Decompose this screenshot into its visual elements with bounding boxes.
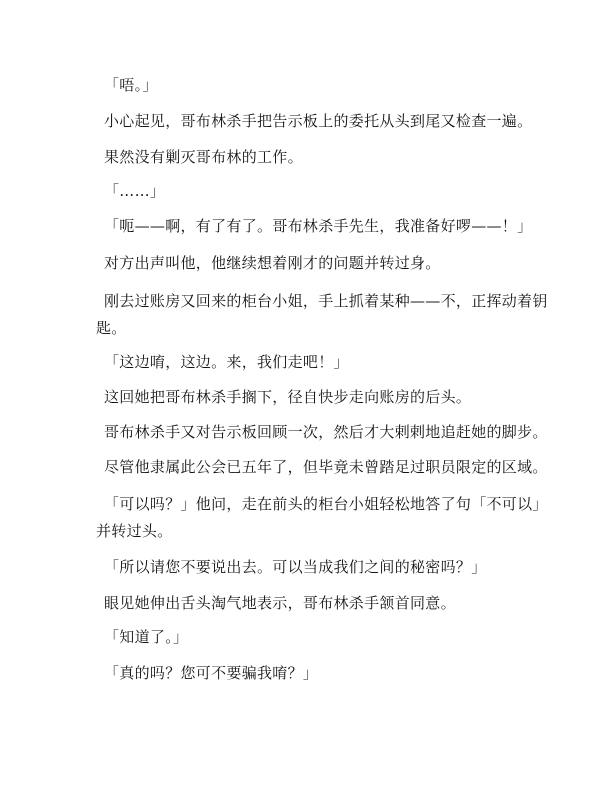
text-line: 「呃——啊，有了有了。哥布林杀手先生，我准备好啰——！」 [104,217,533,235]
text-line: 小心起见，哥布林杀手把告示板上的委托从头到尾又检查一遍。 [104,112,533,130]
text-line: 果然没有剿灭哥布林的工作。 [104,148,303,166]
text-line: 「……」 [104,182,166,200]
text-line: 「可以吗？」他问，走在前头的柜台小姐轻松地答了句「不可以」 [104,495,548,513]
text-line: 对方出声叫他，他继续想着刚才的问题并转过身。 [104,254,441,272]
text-line: 这回她把哥布林杀手搁下，径自快步走向账房的后头。 [104,388,472,406]
text-line: 匙。 [96,319,127,337]
text-line: 「真的吗？您可不要骗我唷？」 [104,664,319,682]
text-line: 「所以请您不要说出去。可以当成我们之间的秘密吗？」 [104,558,487,576]
text-line: 刚去过账房又回来的柜台小姐，手上抓着某种——不，正挥动着钥 [104,292,548,310]
text-line: 眼见她伸出舌头淘气地表示，哥布林杀手颔首同意。 [104,594,456,612]
text-line: 「这边唷，这边。来，我们走吧！」 [104,353,349,371]
text-line: 「唔。」 [104,76,158,94]
text-line: 尽管他隶属此公会已五年了，但毕竟未曾踏足过职员限定的区域。 [104,458,548,476]
text-line: 并转过头。 [96,522,173,540]
text-line: 哥布林杀手又对告示板回顾一次，然后才大剌剌地追赶她的脚步。 [104,423,548,441]
text-line: 「知道了。」 [104,628,189,646]
